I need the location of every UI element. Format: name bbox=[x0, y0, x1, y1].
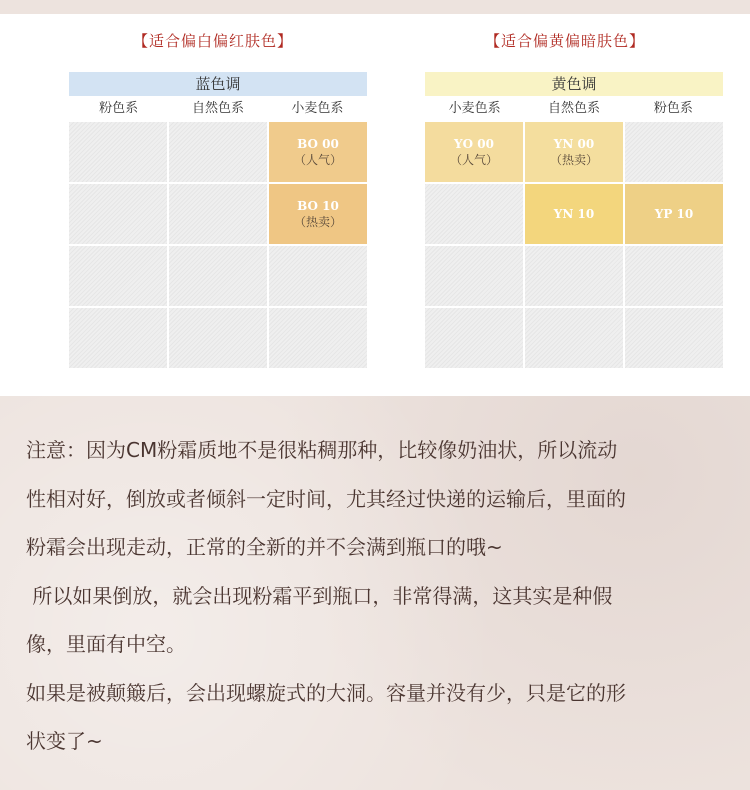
right-shade-group bbox=[425, 72, 723, 368]
left-column-headers bbox=[69, 96, 367, 122]
right-shade-grid bbox=[425, 122, 723, 368]
notes-line: 如果是被颠簸后，会出现螺旋式的大洞。容量并没有少，只是它的形 bbox=[26, 680, 626, 705]
right-tone-header: 黄色调 bbox=[425, 72, 723, 96]
empty-cell bbox=[69, 308, 167, 368]
shade-chart-panel bbox=[0, 14, 750, 396]
left-column-header: 小麦色系 bbox=[291, 101, 344, 116]
right-column-header: 小麦色系 bbox=[448, 101, 501, 116]
shade-code: YN 10 bbox=[553, 207, 595, 221]
shade-swatch bbox=[525, 184, 623, 244]
shade-swatch bbox=[269, 184, 367, 244]
empty-cell bbox=[269, 246, 367, 306]
empty-cell bbox=[269, 308, 367, 368]
shade-note: （热卖） bbox=[549, 153, 598, 167]
left-tone-header: 蓝色调 bbox=[69, 72, 367, 96]
right-section-title: 【适合偏黄偏暗肤色】 bbox=[485, 32, 646, 50]
empty-cell bbox=[425, 246, 523, 306]
shade-swatch bbox=[269, 122, 367, 182]
shade-code: YO 00 bbox=[454, 137, 494, 151]
notes-line: 粉霜会出现走动，正常的全新的并不会满到瓶口的哦~ bbox=[26, 535, 503, 559]
shade-swatch bbox=[425, 122, 523, 182]
notes-line: 像，里面有中空。 bbox=[26, 632, 186, 656]
empty-cell bbox=[625, 308, 723, 368]
empty-cell bbox=[169, 184, 267, 244]
left-shade-group bbox=[69, 72, 367, 368]
left-section-title: 【适合偏白偏红肤色】 bbox=[133, 32, 294, 50]
empty-cell bbox=[69, 122, 167, 182]
empty-cell bbox=[69, 184, 167, 244]
shade-note: （人气） bbox=[449, 153, 498, 167]
left-shade-grid bbox=[69, 122, 367, 368]
right-column-header: 自然色系 bbox=[547, 101, 600, 116]
notes-line: 性相对好，倒放或者倾斜一定时间，尤其经过快递的运输后，里面的 bbox=[26, 486, 626, 511]
notes-line: 状变了~ bbox=[26, 729, 103, 753]
notes-line: 注意：因为CM粉霜质地不是很粘稠那种，比较像奶油状，所以流动 bbox=[26, 438, 618, 462]
empty-cell bbox=[169, 122, 267, 182]
shade-swatch bbox=[525, 122, 623, 182]
empty-cell bbox=[525, 246, 623, 306]
notes-text-block bbox=[26, 426, 750, 766]
empty-cell bbox=[425, 184, 523, 244]
empty-cell bbox=[525, 308, 623, 368]
empty-cell bbox=[169, 246, 267, 306]
empty-cell bbox=[625, 122, 723, 182]
empty-cell bbox=[625, 246, 723, 306]
shade-code: BO 00 bbox=[297, 137, 339, 151]
shade-swatch bbox=[625, 184, 723, 244]
left-column-header: 粉色系 bbox=[99, 101, 139, 116]
empty-cell bbox=[169, 308, 267, 368]
shade-code: YN 00 bbox=[553, 137, 595, 151]
empty-cell bbox=[425, 308, 523, 368]
shade-code: BO 10 bbox=[297, 199, 339, 213]
shade-note: （热卖） bbox=[293, 215, 342, 229]
left-column-header: 自然色系 bbox=[191, 101, 244, 116]
right-column-headers bbox=[425, 96, 723, 122]
shade-code: YP 10 bbox=[654, 207, 694, 221]
right-column-header: 粉色系 bbox=[653, 101, 693, 116]
notes-line: 所以如果倒放，就会出现粉霜平到瓶口，非常得满，这其实是种假 bbox=[26, 583, 613, 608]
empty-cell bbox=[69, 246, 167, 306]
shade-note: （人气） bbox=[293, 153, 342, 167]
